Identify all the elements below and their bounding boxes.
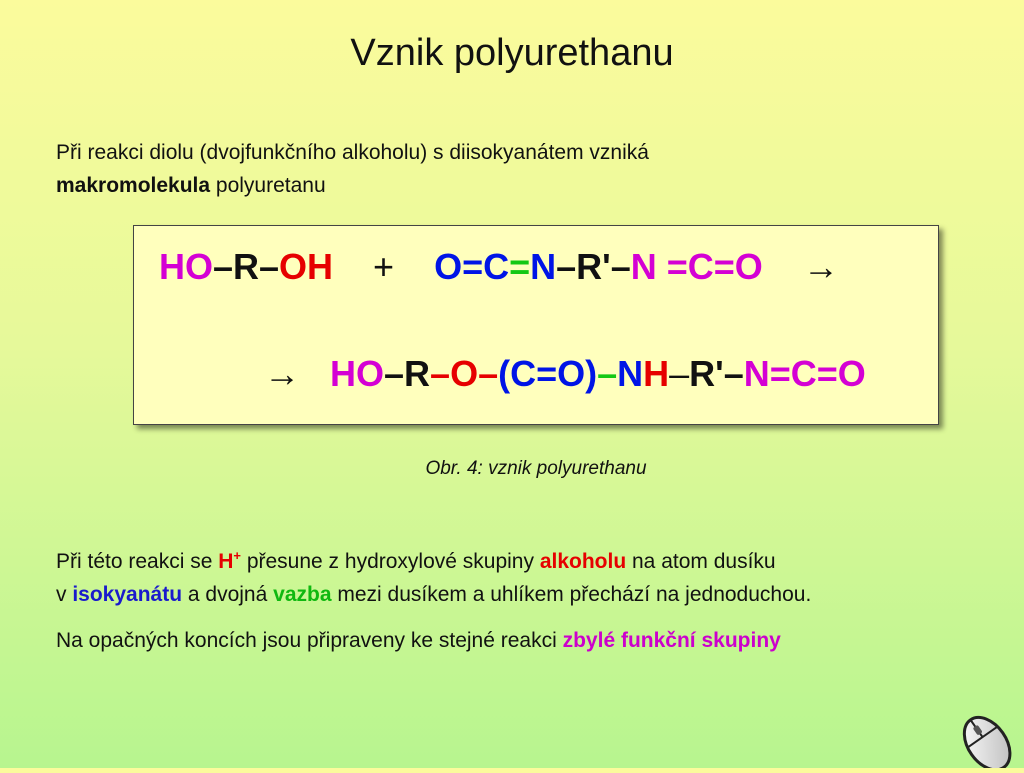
eq2-ho: HO (330, 353, 385, 394)
para1-text-3: na atom dusíku (626, 550, 776, 573)
para1-isokyanatu: isokyanátu (72, 583, 183, 606)
conclusion-paragraph (56, 624, 996, 657)
eq2-n: N (617, 353, 644, 394)
slide-title: Vznik polyurethanu (350, 32, 674, 74)
equation-box (133, 225, 939, 425)
eq2-dash2: – (669, 353, 690, 394)
computer-mouse-icon[interactable] (948, 706, 1024, 768)
eq2-arrow: → (264, 353, 331, 394)
figure-caption: Obr. 4: vznik polyurethanu (425, 458, 647, 479)
para1-h-ion (218, 550, 241, 573)
para1-h: H (218, 550, 234, 573)
eq1-arrow: → (762, 246, 839, 287)
eq2-rprime: R'– (689, 353, 744, 394)
eq2-nco: N=C=O (743, 353, 866, 394)
para2-highlight: zbylé funkční skupiny (562, 629, 781, 652)
eq2-o: –O– (430, 353, 499, 394)
eq2-r: –R (384, 353, 431, 394)
eq1-ho: HO (159, 246, 213, 287)
para1-text-6: mezi dusíkem a uhlíkem přechází na jednoduchou. (331, 583, 812, 606)
eq1-n2: N (630, 246, 667, 287)
para1-text-2: přesune z hydroxylové skupiny (241, 550, 540, 573)
equation-line-2 (264, 353, 866, 395)
intro-text (56, 136, 976, 202)
eq1-r: –R– (213, 246, 280, 287)
eq1-eq: = (509, 246, 531, 287)
para1-alkoholu: alkoholu (539, 550, 627, 573)
intro-bold-term: makromolekula (56, 174, 211, 197)
eq1-n1: N (530, 246, 557, 287)
explanation-paragraph (56, 539, 996, 611)
intro-line1: Při reakci diolu (dvojfunkčního alkoholu) s diisokyanátem vzniká (56, 141, 649, 164)
eq2-dash: – (597, 353, 618, 394)
eq2-co: (C=O) (498, 353, 598, 394)
eq1-rprime: –R'– (556, 246, 631, 287)
eq1-oh: OH (279, 246, 334, 287)
para1-text-5: a dvojná (182, 583, 274, 606)
para2-text: Na opačných koncích jsou připraveny ke stejné reakci (56, 629, 563, 652)
intro-rest: polyuretanu (210, 174, 326, 197)
eq2-h: H (643, 353, 670, 394)
eq1-nco: =C=O (666, 246, 763, 287)
para1-text-4: v (56, 583, 73, 606)
para1-plus-sup: + (233, 548, 241, 563)
equation-line-1 (159, 246, 839, 288)
para1-text-1: Při této reakci se (56, 550, 219, 573)
eq1-ocn: O=C (434, 246, 510, 287)
para1-vazba: vazba (273, 583, 332, 606)
eq1-plus: + (333, 246, 435, 287)
